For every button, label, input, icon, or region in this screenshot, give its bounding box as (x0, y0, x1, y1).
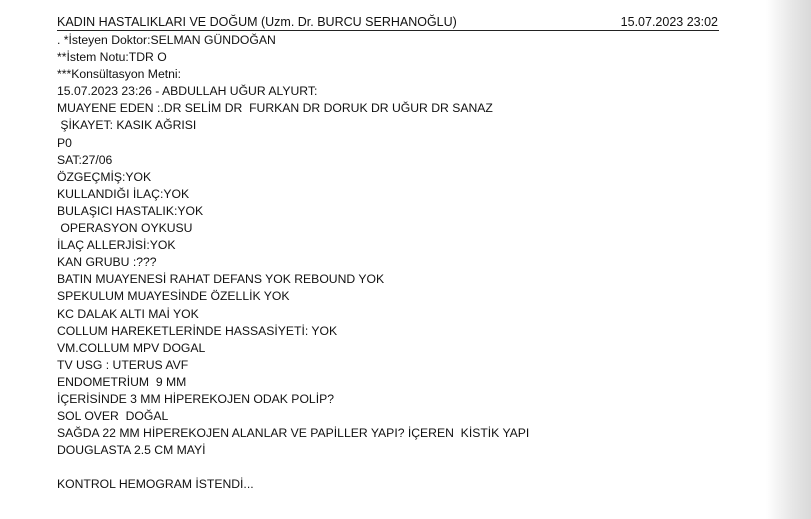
text-line-liver-spleen: KC DALAK ALTI MAİ YOK (57, 306, 199, 321)
text-line-entry-author: 15.07.2023 23:26 - ABDULLAH UĞUR ALYURT: (57, 84, 318, 99)
text-line-operation-history: OPERASYON OYKUSU (57, 221, 193, 236)
text-line-lmp: SAT:27/06 (57, 152, 113, 167)
page-edge-shadow (766, 0, 811, 519)
text-line-collum-motion: COLLUM HAREKETLERİNDE HASSASİYETİ: YOK (57, 323, 338, 338)
header-datetime: 15.07.2023 23:02 (620, 15, 718, 29)
text-line-complaint: ŞİKAYET: KASIK AĞRISI (57, 118, 197, 133)
text-line-consultation-heading: ***Konsültasyon Metni: (57, 67, 181, 82)
text-line-allergy: İLAÇ ALLERJİSİ:YOK (57, 238, 176, 253)
consultation-text (57, 32, 757, 494)
text-line-right-ovary: SAĞDA 22 MM HİPEREKOJEN ALANLAR VE PAPİLLER YAPI? İÇEREN KİSTİK YAPI (57, 426, 530, 441)
text-line-examiners: MUAYENE EDEN :.DR SELİM DR FURKAN DR DORUK DR UĞUR DR SANAZ (57, 101, 493, 116)
text-line-blank (57, 459, 757, 476)
text-line-blood-group: KAN GRUBU :??? (57, 255, 157, 270)
text-line-speculum-exam: SPEKULUM MUAYESİNDE ÖZELLİK YOK (57, 289, 290, 304)
document-header (57, 14, 719, 31)
text-line-medications: KULLANDIĞI İLAÇ:YOK (57, 186, 190, 201)
text-line-polyp: İÇERİSİNDE 3 MM HİPEREKOJEN ODAK POLİP? (57, 391, 334, 406)
text-line-tv-usg: TV USG : UTERUS AVF (57, 357, 189, 372)
text-line-requesting-doctor: . *İsteyen Doktor:SELMAN GÜNDOĞAN (57, 33, 276, 47)
text-line-control-request: KONTROL HEMOGRAM İSTENDİ... (57, 477, 254, 492)
text-line-infectious: BULAŞICI HASTALIK:YOK (57, 203, 204, 218)
text-line-request-note: **İstem Notu:TDR O (57, 50, 167, 65)
text-line-left-ovary: SOL OVER DOĞAL (57, 409, 169, 424)
text-line-parity: P0 (57, 135, 72, 150)
header-title: KADIN HASTALIKLARI VE DOĞUM (Uzm. Dr. BURCU SERHANOĞLU) (57, 15, 457, 29)
text-line-douglas: DOUGLASTA 2.5 CM MAYİ (57, 443, 206, 458)
text-line-abdominal-exam: BATIN MUAYENESİ RAHAT DEFANS YOK REBOUND YOK (57, 272, 385, 287)
text-line-endometrium: ENDOMETRİUM 9 MM (57, 374, 187, 389)
text-line-vm-collum: VM.COLLUM MPV DOGAL (57, 340, 206, 355)
text-line-history: ÖZGEÇMİŞ:YOK (57, 169, 152, 184)
